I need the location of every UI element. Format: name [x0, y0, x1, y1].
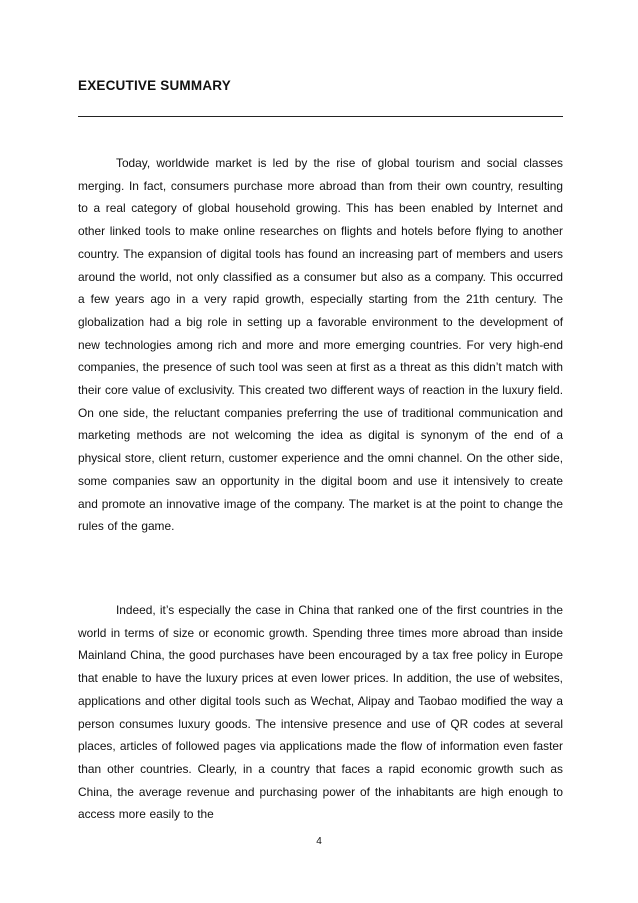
section-heading: EXECUTIVE SUMMARY	[78, 78, 231, 93]
page-number: 4	[316, 836, 322, 847]
paragraph-1: Today, worldwide market is led by the rise of global tourism and social classes merging. In fact, consumers purchase more abroad than from their own country, resulting to a real category of global household growing. This has been enabled by Internet and other linked tools to make online researches on flights and hotels before flying to another country. The expansion of digital tools has found an increasing part of members and users around the world, not only classified as a consumer but also as a company. This occurred a few years ago in a very rapid growth, especially starting from the 21th century. The globalization had a big role in setting up a favorable environment to the development of new technologies among rich and more and more emerging countries. For very high-end companies, the presence of such tool was seen at first as a threat as this didn’t match with their core value of exclusivity. This created two different ways of reaction in the luxury field. On one side, the reluctant companies preferring the use of traditional communication and marketing methods are not welcoming the idea as digital is synonym of the end of a physical store, client return, customer experience and the omni channel. On the other side, some companies saw an opportunity in the digital boom and use it intensively to create and promote an innovative image of the company. The market is at the point to change the rules of the game.	[78, 156, 563, 534]
heading-divider	[78, 116, 563, 117]
paragraph-2: Indeed, it’s especially the case in China that ranked one of the first countries in the world in terms of size or economic growth. Spending three times more abroad than inside Mainland China, the good purchases have been encouraged by a tax free policy in Europe that enable to have the luxury prices at even lower prices. In addition, the use of websites, applications and other digital tools such as Wechat, Alipay and Taobao modified the way a person consumes luxury goods. The intensive presence and use of QR codes at several places, articles of followed pages via applications made the flow of information even faster than other countries. Clearly, in a country that faces a rapid economic growth such as China, the average revenue and purchasing power of the inhabitants are high enough to access more easily to the	[78, 603, 563, 822]
